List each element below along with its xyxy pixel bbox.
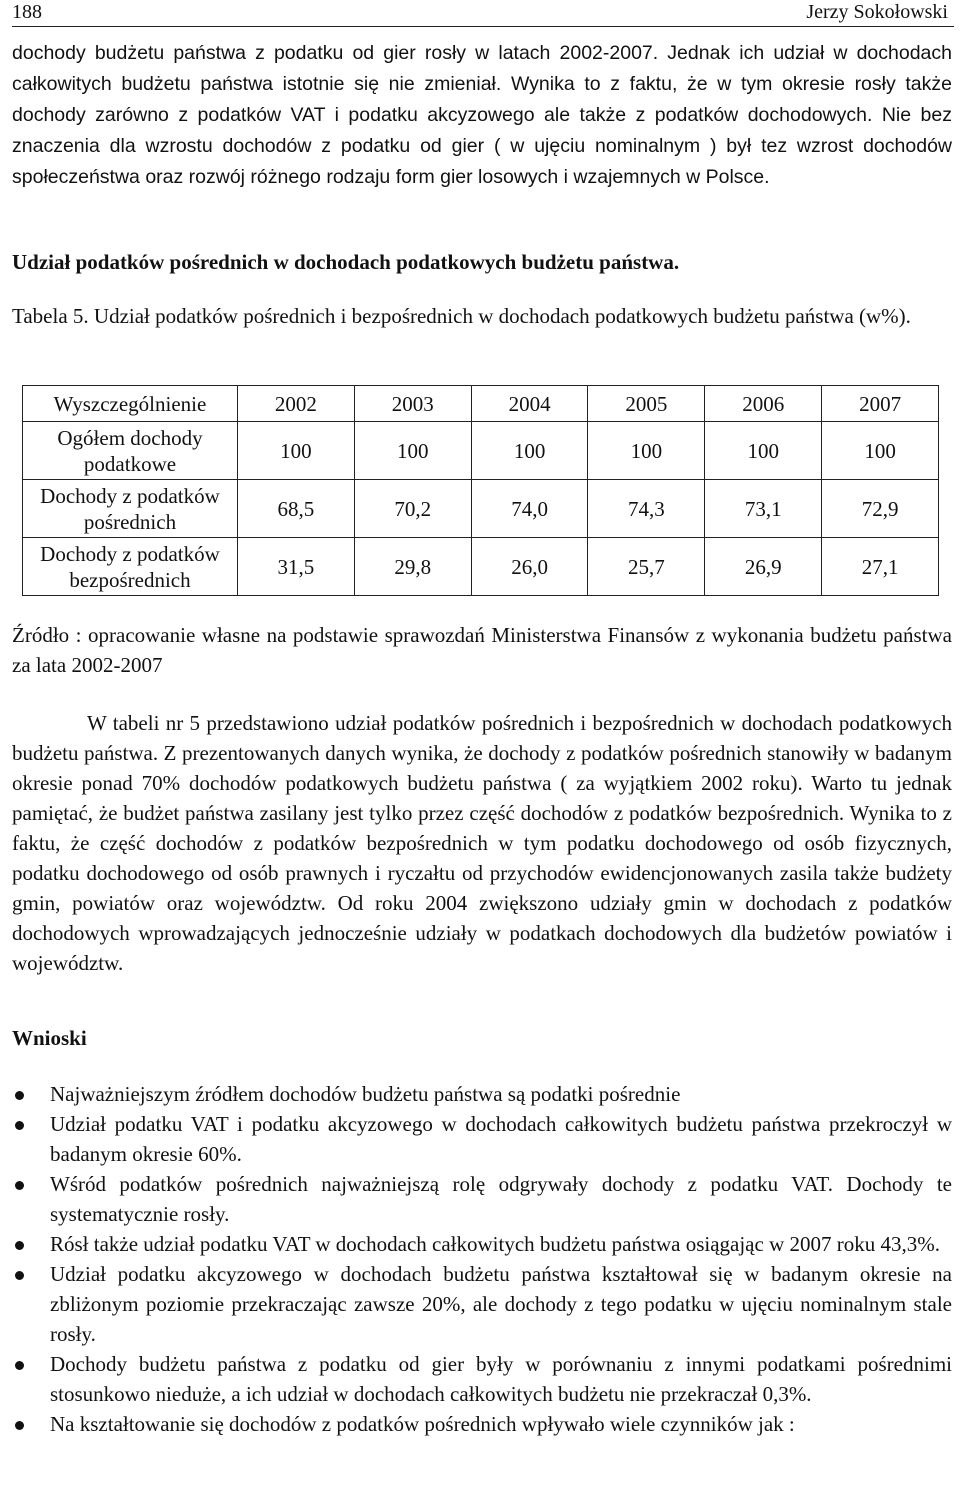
source-note: Źródło : opracowanie własne na podstawie sprawozdań Ministerstwa Finansów z wykonania budżetu państwa za lata 2002-2007 <box>12 623 952 677</box>
table-cell: 74,3 <box>588 480 705 538</box>
list-item: Udział podatku akcyzowego w dochodach budżetu państwa kształtował się w badanym okresie na zbliżonym poziomie przekraczając zawsze 20%, ale dochody z tego podatku w ujęciu nominalnym stale rosły. <box>12 1259 952 1349</box>
table-cell: 31,5 <box>238 538 355 596</box>
table-row-label <box>23 480 238 538</box>
table-header-label: Wyszczególnienie <box>23 386 238 422</box>
row-label-line: bezpośrednich <box>69 567 191 592</box>
table-column-year: 2004 <box>471 386 588 422</box>
table-row <box>23 480 939 538</box>
page-header <box>12 0 954 27</box>
list-item: Wśród podatków pośrednich najważniejszą rolę odgrywały dochody z podatku VAT. Dochody te systematycznie rosły. <box>12 1169 952 1229</box>
row-label-line: Dochody z podatków <box>40 483 220 508</box>
table-column-year: 2006 <box>705 386 822 422</box>
table-header-row <box>23 386 939 422</box>
table-cell: 100 <box>588 422 705 480</box>
table-cell: 27,1 <box>822 538 939 596</box>
row-label-line: Ogółem dochody <box>57 425 203 450</box>
table-cell: 25,7 <box>588 538 705 596</box>
list-item: Najważniejszym źródłem dochodów budżetu państwa są podatki pośrednie <box>12 1079 952 1109</box>
list-item: Udział podatku VAT i podatku akcyzowego w dochodach całkowitych budżetu państwa przekroczył w badanym okresie 60%. <box>12 1109 952 1169</box>
row-label-line: pośrednich <box>83 509 177 534</box>
table-cell: 73,1 <box>705 480 822 538</box>
conclusions-list-wrapper <box>12 1079 952 1439</box>
table-cell: 68,5 <box>238 480 355 538</box>
data-table <box>22 385 939 596</box>
row-label-line: podatkowe <box>83 451 177 476</box>
analysis-paragraph: W tabeli nr 5 przedstawiono udział podatków pośrednich i bezpośrednich w dochodach podatkowych budżetu państwa. Z prezentowanych danych wynika, że dochody z podatków pośrednich stanowiły w badanym okresie ponad 70% dochodów podatkowych budżetu państwa ( za wyjątkiem 2002 roku). Warto tu jednak pamiętać, że budżet państwa zasilany jest tylko przez część dochodów z podatków bezpośrednich. Wynika to z faktu, że część dochodów z podatków bezpośrednich w tym podatku dochodowego od osób fizycznych, podatku dochodowego od osób prawnych i ryczałtu od przychodów ewidencjonowanych zasila także budżety gmin, powiatów oraz województw. Od roku 2004 zwiększono udziały gmin w dochodach z podatków dochodowych wprowadzających jednocześnie udziały w podatkach dochodowych dla budżetów powiatów i województw. <box>12 711 952 975</box>
row-label-line: Dochody z podatków <box>40 541 220 566</box>
table-cell: 100 <box>354 422 471 480</box>
table-cell: 72,9 <box>822 480 939 538</box>
table-column-year: 2002 <box>238 386 355 422</box>
list-item: Rósł także udział podatku VAT w dochodach całkowitych budżetu państwa osiągając w 2007 roku 43,3%. <box>12 1229 952 1259</box>
table-cell: 100 <box>238 422 355 480</box>
table-column-year: 2003 <box>354 386 471 422</box>
table-column-year: 2005 <box>588 386 705 422</box>
table-cell: 29,8 <box>354 538 471 596</box>
conclusions-list <box>12 1079 952 1439</box>
page-number: 188 <box>12 1 42 23</box>
table-cell: 70,2 <box>354 480 471 538</box>
table-row-label <box>23 422 238 480</box>
list-item: Dochody budżetu państwa z podatku od gier były w porównaniu z innymi podatkami pośrednimi stosunkowo nieduże, a ich udział w dochodach całkowitych budżetu nie przekraczał 0,3%. <box>12 1349 952 1409</box>
table-caption: Tabela 5. Udział podatków pośrednich i bezpośrednich w dochodach podatkowych budżetu państwa (w%). <box>12 304 911 328</box>
conclusions-heading: Wnioski <box>12 1026 87 1050</box>
intro-paragraph: dochody budżetu państwa z podatku od gier rosły w latach 2002-2007. Jednak ich udział w dochodach całkowitych budżetu państwa istotnie się nie zmieniał. Wynika to z faktu, że w tym okresie rosły także dochody zarówno z podatków VAT i podatku akcyzowego ale także z podatków dochodowych. Nie bez znaczenia dla wzrostu dochodów z podatku od gier ( w ujęciu nominalnym ) był tez wzrost dochodów społeczeństwa oraz rozwój różnego rodzaju form gier losowych i wzajemnych w Polsce. <box>12 42 952 188</box>
table-cell: 74,0 <box>471 480 588 538</box>
table-row-label <box>23 538 238 596</box>
table-column-year: 2007 <box>822 386 939 422</box>
table-row <box>23 538 939 596</box>
list-item: Na kształtowanie się dochodów z podatków pośrednich wpływało wiele czynników jak : <box>12 1409 952 1439</box>
table-cell: 100 <box>822 422 939 480</box>
table-cell: 26,9 <box>705 538 822 596</box>
table-cell: 100 <box>705 422 822 480</box>
table-cell: 26,0 <box>471 538 588 596</box>
table-row <box>23 422 939 480</box>
running-head-author: Jerzy Sokołowski <box>806 1 948 23</box>
table-cell: 100 <box>471 422 588 480</box>
section-heading: Udział podatków pośrednich w dochodach podatkowych budżetu państwa. <box>12 250 680 274</box>
